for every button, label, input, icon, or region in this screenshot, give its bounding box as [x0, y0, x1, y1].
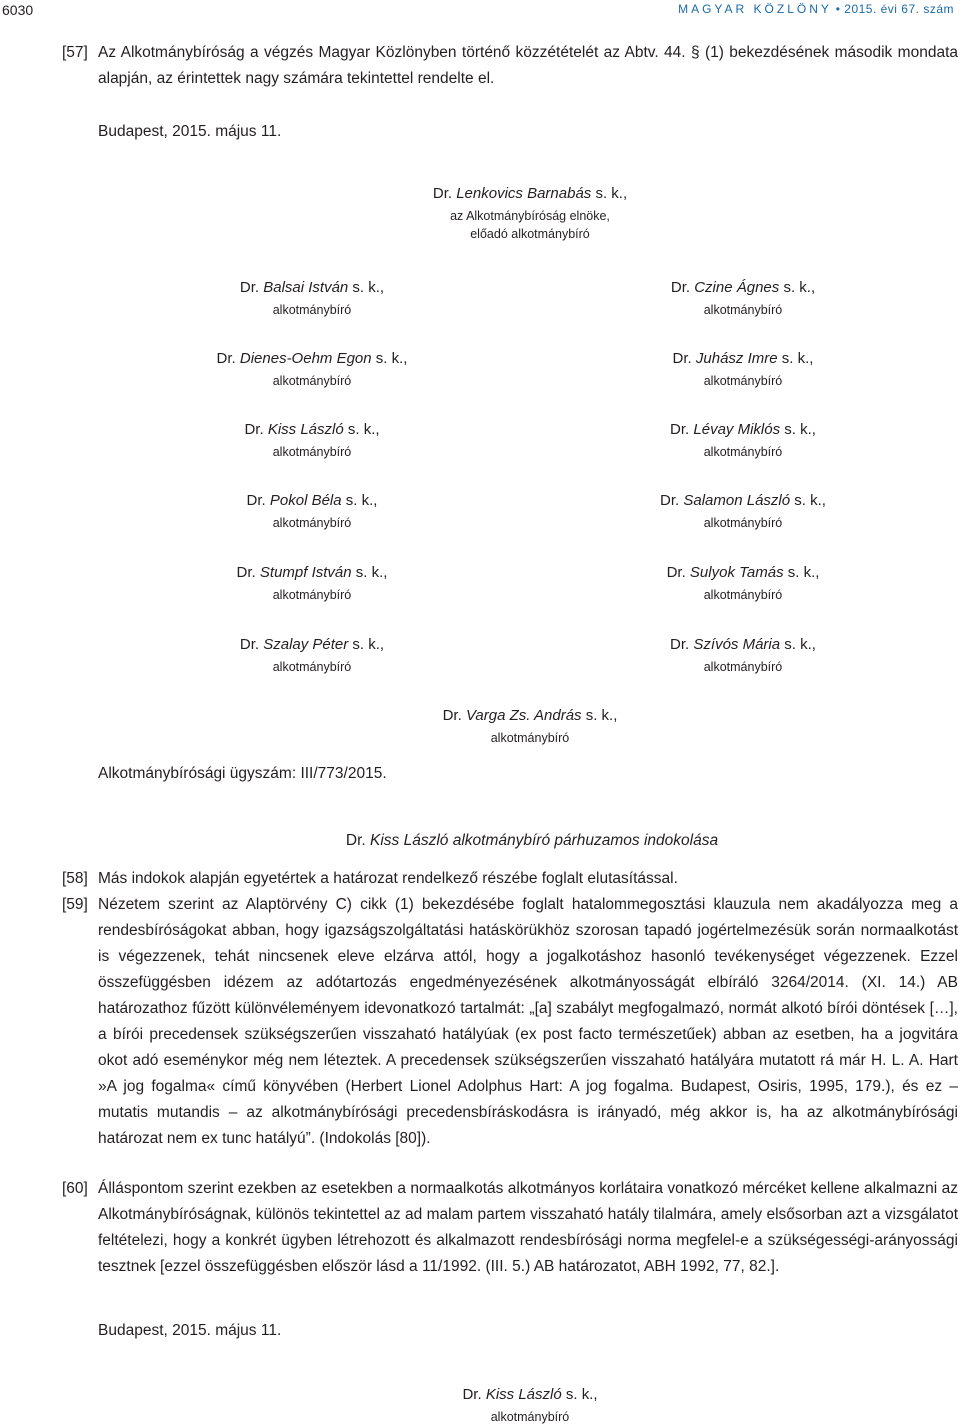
signature-judge [152, 420, 472, 462]
signature-role: alkotmánybíró [490, 731, 570, 745]
signature-role: alkotmánybíró [272, 374, 352, 388]
masthead-bullet: • [835, 2, 845, 16]
signature-name: Dr. Sulyok Tamás s. k., [666, 564, 820, 581]
signature-role: alkotmánybíró [703, 588, 783, 602]
paragraph-59 [62, 892, 958, 1152]
place-date: Budapest, 2015. május 11. [98, 123, 282, 140]
signature-judge [583, 491, 903, 533]
signature-role: alkotmánybíró [272, 588, 352, 602]
signature-role: előadó alkotmánybíró [470, 227, 590, 241]
signature-name: Dr. Balsai István s. k., [239, 279, 385, 296]
signature-name: Dr. Pokol Béla s. k., [246, 492, 378, 509]
paragraph-60 [62, 1176, 958, 1280]
signature-name: Dr. Kiss László s. k., [244, 421, 380, 438]
paragraph-number: [57] [62, 44, 88, 61]
signature-name: Dr. Lenkovics Barnabás s. k., [432, 185, 628, 202]
signature-final [370, 1385, 690, 1427]
signature-judge [152, 635, 472, 677]
place-date: Budapest, 2015. május 11. [98, 1322, 282, 1339]
signature-judge [152, 563, 472, 605]
signature-judge [583, 563, 903, 605]
signature-name: Dr. Szívós Mária s. k., [670, 636, 816, 653]
signature-name: Dr. Juhász Imre s. k., [672, 350, 814, 367]
signature-role: alkotmánybíró [703, 303, 783, 317]
signature-role: alkotmánybíró [703, 660, 783, 674]
paragraph-text: Az Alkotmánybíróság a végzés Magyar Közlönyben történő közzétételét az Abtv. 44. § (1) bekezdésének második mondata alapján, az érintettek nagy számára tekintettel rendelte el. [98, 44, 958, 87]
issue-label: 2015. évi 67. szám [844, 2, 954, 16]
signature-judge [583, 349, 903, 391]
journal-title: MAGYAR KÖZLÖNY [678, 2, 832, 16]
signature-name: Dr. Czine Ágnes s. k., [670, 279, 816, 296]
paragraph-text: Nézetem szerint az Alaptörvény C) cikk (1) bekezdésébe foglalt hatalommegosztási klauzula nem akadályozza meg a rendesbíróságokat abban, hogy igazságszolgáltatási hatáskörükhöz szorosan tapadó jogértelmezésük során normaalkotást is végezzenek, tehát nincsenek eleve elzárva attól, hogy a jogalkotáshoz hasonló tevékenységet végezzenek. Ezzel összefüggésben idézem az adótartozás engedményezésének alkotmányosságát elbíráló 3264/2014. (XI. 14.) AB határozathoz fűzött különvéleményem idevonatkozó tartalmát: „[a] szabályt megfogalmazó, normát alkotó bírói döntések […], a bírói precedensek szükségszerűen visszaható hatályúak (ex post facto természetűek) abban az esetben, ha a jogvitára okot adó eseménykor még nem léteztek. A precedensek szükségszerűen visszaható hatályára mutatott rá már H. L. A. Hart »A jog fogalma« című könyvében (Herbert Lionel Adolphus Hart: A jog fogalma. Budapest, Osiris, 1995, 179.), és ez – mutatis mutandis – az alkotmánybírósági precedensbíráskodásra is irányadó, még akkor is, ha az alkotmánybírósági határozat nem ex tunc hatályú”. (Indokolás [80]). [98, 896, 958, 1147]
signature-role: alkotmánybíró [272, 303, 352, 317]
signature-judge [152, 349, 472, 391]
signature-role: alkotmánybíró [272, 660, 352, 674]
paragraph-text: Álláspontom szerint ezekben az esetekben a normaalkotás alkotmányos korlátaira vonatkozó mércéket kellene alkalmazni az Alkotmánybíróságnak, különös tekintettel az ad malam partem visszaható hatály tilalmára, amely elsősorban azt a vizsgálatot feltételezi, hogy a konkrét ügyben létrehozott és alkalmazott rendesbírósági norma megfelel-e a szükségességi-arányossági tesztnek [ezzel összefüggésben először lásd a 11/1992. (III. 5.) AB határozatot, ABH 1992, 77, 82.]. [98, 1180, 958, 1275]
paragraph-57 [62, 40, 958, 92]
masthead [678, 2, 954, 16]
signature-name: Dr. Kiss László s. k., [462, 1386, 598, 1403]
paragraph-number: [59] [62, 896, 88, 913]
signature-judge [583, 278, 903, 320]
signature-name: Dr. Dienes-Oehm Egon s. k., [216, 350, 408, 367]
case-number: Alkotmánybírósági ügyszám: III/773/2015. [98, 765, 387, 782]
signature-name: Dr. Stumpf István s. k., [236, 564, 388, 581]
signature-role: az Alkotmánybíróság elnöke, [450, 209, 610, 223]
signature-judge [152, 491, 472, 533]
signature-role: alkotmánybíró [272, 516, 352, 530]
signature-judge [583, 420, 903, 462]
signature-judge [152, 278, 472, 320]
signature-role: alkotmánybíró [703, 445, 783, 459]
signature-name: Dr. Varga Zs. András s. k., [442, 707, 618, 724]
signature-role: alkotmánybíró [703, 374, 783, 388]
paragraph-58 [62, 866, 958, 892]
signature-judge [583, 635, 903, 677]
signature-role: alkotmánybíró [490, 1410, 570, 1424]
signature-name: Dr. Szalay Péter s. k., [239, 636, 385, 653]
signature-judge [370, 706, 690, 748]
opinion-heading: Dr. Kiss László alkotmánybíró párhuzamos indokolása [345, 832, 719, 849]
page-number: 6030 [2, 2, 34, 18]
signature-role: alkotmánybíró [272, 445, 352, 459]
paragraph-number: [60] [62, 1180, 88, 1197]
signature-role: alkotmánybíró [703, 516, 783, 530]
paragraph-number: [58] [62, 870, 88, 887]
paragraph-text: Más indokok alapján egyetértek a határozat rendelkező részébe foglalt elutasítással. [98, 870, 678, 887]
signature-name: Dr. Lévay Miklós s. k., [670, 421, 816, 438]
signature-president [370, 184, 690, 244]
signature-name: Dr. Salamon László s. k., [660, 492, 826, 509]
